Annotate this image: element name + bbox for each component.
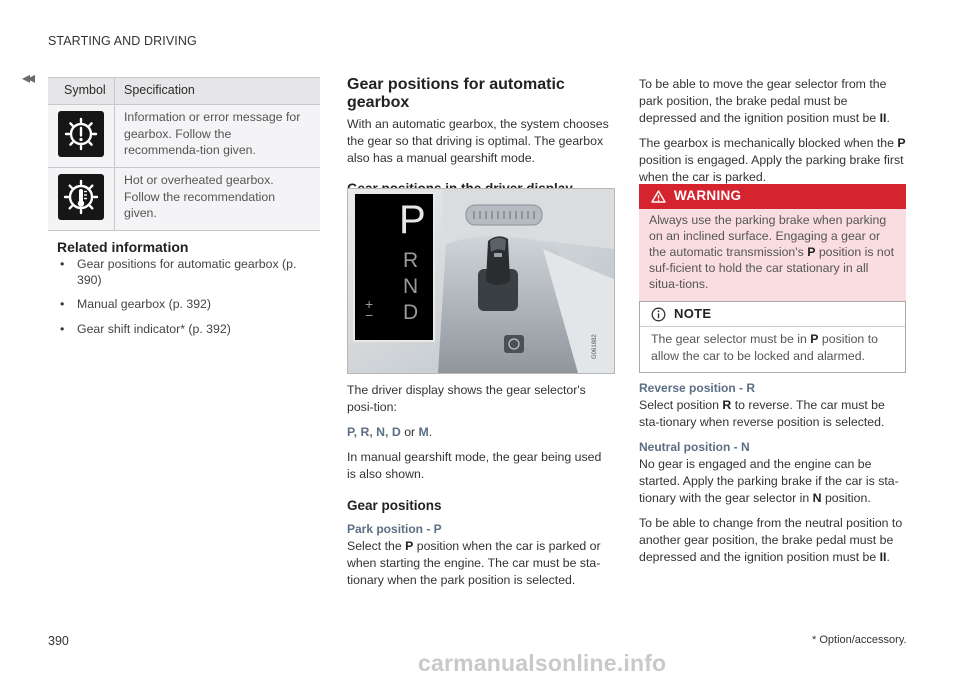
park-text: position when the car is parked or when starting the engine. The car must be sta-tionary when the park position is selected. [347, 539, 601, 587]
column-header-symbol: Symbol [64, 83, 106, 98]
reverse-position-heading: Reverse position - R [639, 381, 756, 395]
ignition-position: II [879, 110, 887, 125]
section-title: Gear positions for automatic gearbox [347, 76, 565, 112]
display-gear-d: D [403, 301, 419, 324]
note-box [639, 301, 906, 373]
related-link[interactable]: • Gear shift indicator* (p. 392) [57, 321, 317, 337]
warning-title: WARNING [674, 188, 742, 204]
image-code: G061882 [592, 334, 598, 359]
warning-triangle-icon [651, 190, 666, 203]
manual-letter: M [418, 424, 429, 439]
blocked-post: position is engaged. Apply the parking brake first when the car is parked. [639, 152, 904, 184]
table-row [48, 168, 320, 231]
warning-header [639, 184, 906, 209]
display-text: The driver display shows the gear selector's posi-tion: [347, 383, 586, 414]
reverse-text: Select position [639, 397, 719, 412]
note-text: position to allow the car to be locked and alarmed. [651, 332, 878, 363]
neutral-paragraph [639, 456, 907, 507]
move-selector-text: To be able to move the gear selector from the park position, the brake pedal must be depressed and the ignition position must be II. [639, 77, 890, 125]
gear-positions-heading: Gear positions [347, 497, 442, 513]
note-title: NOTE [674, 306, 712, 322]
back-arrows-icon[interactable]: ◂◂ [22, 70, 33, 87]
change-text: To be able to change from the neutral position to another gear position, the brake pedal must be depressed and the ignition position must be [639, 515, 903, 564]
warning-letter: P [807, 244, 816, 259]
info-icon [651, 307, 666, 322]
reverse-neutral-section [639, 380, 907, 566]
gearbox-temperature-icon [58, 174, 104, 220]
related-links-list [57, 256, 317, 345]
related-link[interactable]: • Manual gearbox (p. 392) [57, 296, 317, 312]
neutral-position-heading: Neutral position - N [639, 440, 750, 455]
note-header [640, 302, 905, 327]
manual-mode-text: In manual gearshift mode, the gear being used is also shown. [347, 449, 602, 481]
neutral-letter: N [812, 490, 822, 505]
watermark: carmanualsonline.info [418, 650, 667, 676]
reverse-paragraph [639, 397, 907, 431]
note-body [640, 327, 905, 372]
blocked-letter: P [897, 135, 906, 150]
table-row [48, 105, 320, 168]
reverse-text: to reverse. The car must be sta-tionary when reverse position is selected. [639, 397, 885, 429]
display-gear-n: N [403, 275, 419, 298]
warning-text: Always use the parking brake when parking on an inclined surface. Engaging a gear or the automatic transmission's [649, 213, 887, 259]
park-letter: P [405, 539, 414, 554]
change-paragraph: To be able to change from the neutral position to another gear position, the brake pedal must be depressed and the ignition position must be II. [639, 515, 903, 564]
column-header-specification: Specification [114, 78, 320, 104]
gear-selector-photo [347, 188, 615, 374]
gear-positions-section [347, 76, 613, 198]
note-letter: P [810, 332, 819, 346]
neutral-text: position. [824, 490, 871, 505]
table-header [48, 77, 320, 105]
blocked-pre: The gearbox is mechanically blocked when the [639, 135, 894, 150]
note-text: The gear selector must be in [651, 332, 807, 346]
symbol-table [48, 77, 320, 231]
warning-body [639, 209, 906, 302]
positions-line: P, R, N, D or M. [347, 424, 433, 439]
ignition-position: II [879, 549, 887, 564]
column-three [639, 76, 907, 186]
plus-minus-icon: + − [365, 296, 374, 323]
or-word: or [404, 424, 416, 439]
related-link[interactable]: • Gear positions for automatic gearbox (p. 390) [57, 256, 317, 288]
park-text: Select the [347, 539, 402, 554]
table-cell-spec: Information or error message for gearbox. Follow the recommenda-tion given. [114, 105, 320, 167]
move-text: To be able to move the gear selector from the park position, the brake pedal must be depressed and the ignition position must be [639, 77, 887, 125]
related-information-heading: Related information [57, 239, 189, 255]
display-gear-r: R [403, 249, 419, 272]
intro-paragraph: With an automatic gearbox, the system chooses the gear so that driving is optimal. The gearbox also has a manual gearshift mode. [347, 116, 609, 165]
warning-text: position is not suf-ficient to hold the car stationary in all situa-tions. [649, 244, 895, 291]
blocked-text [639, 135, 907, 186]
warning-box [639, 184, 906, 302]
gear-positions-details [347, 382, 613, 589]
option-footnote: * Option/accessory. [812, 634, 907, 646]
neutral-text: No gear is engaged and the engine can be started. Apply the parking brake if the car is sta-tionary with the gear selector in [639, 457, 899, 505]
park-position-heading: Park position - P [347, 522, 442, 537]
page-header-title: STARTING AND DRIVING [48, 34, 197, 48]
display-gear-p: P [399, 198, 426, 242]
table-cell-spec: Hot or overheated gearbox. Follow the recommendation given. [114, 168, 320, 230]
reverse-letter: R [722, 397, 732, 412]
positions-list: P, R, N, D [347, 424, 401, 439]
park-paragraph [347, 538, 613, 589]
gearbox-warning-icon [58, 111, 104, 157]
page-number: 390 [48, 634, 69, 648]
